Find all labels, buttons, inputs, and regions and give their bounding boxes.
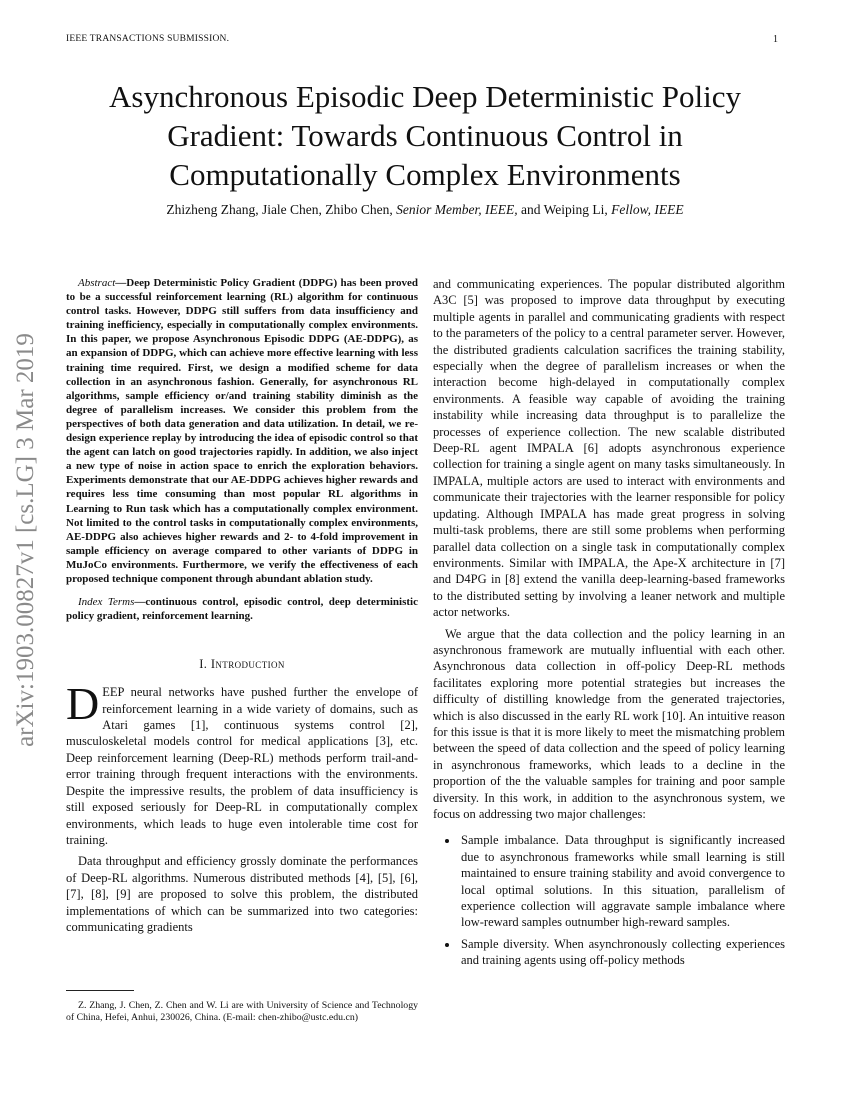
paper-title: Asynchronous Episodic Deep Deterministic Policy Gradient: Towards Continuous Control in Computationally Complex Environments xyxy=(109,79,741,192)
arxiv-stamp-text: arXiv:1903.00827v1 [cs.LG] 3 Mar 2019 xyxy=(12,333,39,747)
page-number: 1 xyxy=(773,34,778,45)
drop-cap: D xyxy=(66,678,100,730)
intro-paragraph-1 xyxy=(66,678,418,848)
index-terms-text: —continuous control, episodic control, deep deterministic policy gradient, reinforcement learning. xyxy=(66,596,418,623)
arxiv-stamp xyxy=(6,300,46,780)
intro-paragraph-4: We argue that the data collection and the policy learning in an asynchronous framework are mutually influential with each other. Asynchronous data collection in off-policy Deep-RL methods facilitates exploring more potential strategies but increases the difficulty of distilling knowledge from the generated trajectories, which is also discussed in the early RL work [10]. An intuitive reason for this issue is that it is more likely to meet the mismatching problem between the speed of data collection and the speed of policy learning in asynchronous frameworks, which leads to a decline in the proportion of the the valuable samples for training and poor sample diversity. In this work, in addition to the asynchronous system, we focus on addressing two major challenges: xyxy=(433,626,785,821)
running-header: IEEE TRANSACTIONS SUBMISSION. xyxy=(66,34,230,44)
abstract xyxy=(66,276,418,586)
section-heading-introduction xyxy=(66,657,418,672)
index-terms-lead: Index Terms xyxy=(78,596,135,609)
section-title: Introduction xyxy=(210,657,285,672)
footnote-rule xyxy=(66,990,134,991)
author-and: and Weiping Li, xyxy=(517,202,612,217)
author-names: Zhizheng Zhang, Jiale Chen, Zhibo Chen, xyxy=(166,202,397,217)
author-list xyxy=(60,202,790,218)
challenge-list xyxy=(433,832,785,968)
abstract-lead: Abstract xyxy=(78,277,116,289)
author-role-senior: Senior Member, IEEE, xyxy=(396,202,518,217)
right-column xyxy=(433,276,785,974)
index-terms xyxy=(66,595,418,623)
section-number: I. xyxy=(199,657,211,672)
affiliation-footnote: Z. Zhang, J. Chen, Z. Chen and W. Li are with University of Science and Technology of China, Hefei, Anhui, 230026, China. (E-mail: chen-zhibo@ustc.edu.cn) xyxy=(66,1000,418,1024)
intro-paragraph-2: Data throughput and efficiency grossly dominate the performances of Deep-RL algorithms. Numerous distributed methods [4], [5], [6], [7], [8], [9] are proposed to solve this problem, the distributed implementations of which can be summarized into two categories: communicating gradients xyxy=(66,854,418,934)
abstract-text: —Deep Deterministic Policy Gradient (DDPG) has been proved to be a successful reinforcement learning (RL) algorithm for continuous control tasks. However, DDPG still suffers from data insufficiency and training inefficiency, especially in computationally complex environments. In this paper, we propose Asynchronous Episodic DDPG (AE-DDPG), as an expansion of DDPG, which can achieve more effective learning with less training time required. First, we design a modified scheme for data collection in an asynchronous fashion. Generally, for asynchronous RL algorithms, sample efficiency or/and training stability diminish as the degree of parallelism increases. We consider this problem from the perspectives of both data generation and data utilization. In detail, we re-design experience replay by introducing the idea of episodic control so that the agent can latch on good trajectories rapidly. In addition, we also inject a new type of noise in action space to enrich the exploration behaviors. Experiments demonstrate that our AE-DDPG achieves higher rewards and requires less time consuming than most popular RL algorithms in Learning to Run task which has a computationally complex environment. Not limited to the control tasks in computationally complex environments, AE-DDPG also achieves higher rewards and 2- to 4-fold improvement in sample efficiency on average compared to other variants of DDPG in MuJoCo environments. Furthermore, we verify the effectiveness of each proposed technique component through abundant ablation study. xyxy=(66,277,418,585)
intro-paragraph-1-text: EEP neural networks have pushed further the envelope of reinforcement learning in a wide variety of domains, such as Atari games [1], continuous systems control [2], musculoskeletal models control for medical applications [3], etc. Deep reinforcement learning (Deep-RL) methods perform trail-and-error training through frequent interactions with the environments. Despite the impressive results, the problem of data insufficiency is still exposed seriously for Deep-RL in computationally complex environments, which leads to huge even intolerable time cost for training. xyxy=(66,685,418,847)
left-column xyxy=(66,276,418,935)
intro-paragraph-3: and communicating experiences. The popular distributed algorithm A3C [5] was proposed to improve data throughput by executing multiple agents in parallel and communicating gradients with respect to the parameters of the policy to a central parameter server. However, the distributed gradients calculation sacrifices the training stability, especially when the degree of parallelism increases or when the interaction become high-delayed in computationally complex environments. A feasible way capable of avoiding the training instability while increasing data throughput is to parallelize the processes of experience collection. The new scalable distributed Deep-RL agent IMPALA [6] adopts asynchronous experience collection for training a single agent on many tasks simultaneously. In IMPALA, multiple actors are used to interact with environments and communicate their trajectories with the learner responsible for policy updating. Although IMPALA has made great progress in solving multi-task problems, there are still some problems when performing parallel data collection on a single task in computationally complex environments. Similar with IMPALA, the Ape-X architecture in [7] and D4PG in [8] extend the vanilla deep-learning-based frameworks to the distributed setting by involving a leaner network and multiple actor networks. xyxy=(433,277,785,620)
list-item: • Sample diversity. When asynchronously collecting experiences and training agents using off-policy methods xyxy=(459,936,785,969)
list-item: • Sample imbalance. Data throughput is significantly increased due to asynchronous frameworks while small learning is still maintained to ensure training stability and avoid convergence to local optimal solutions. In this situation, parallelism of experience collection will aggravate sample imbalance where low-reward samples outnumber high-reward samples. xyxy=(459,832,785,930)
author-role-fellow: Fellow, IEEE xyxy=(611,202,684,217)
